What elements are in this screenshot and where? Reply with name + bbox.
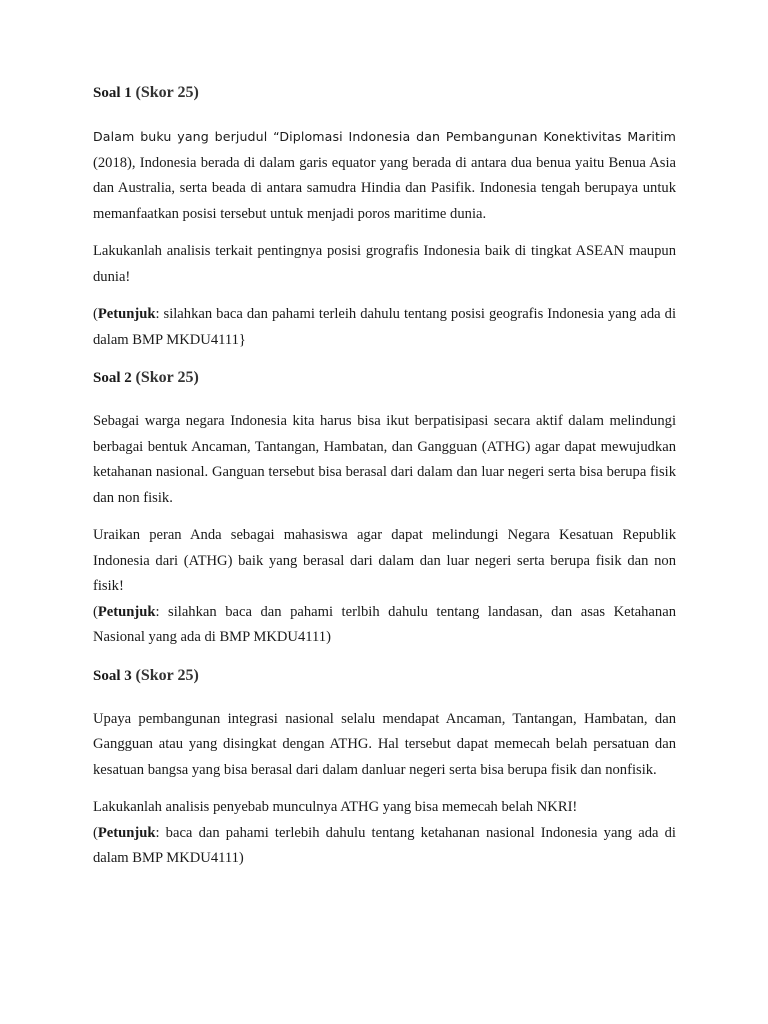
soal-1-heading <box>93 82 676 104</box>
soal-2-score: (Skor 25) <box>135 369 199 386</box>
soal-2-hint <box>93 600 676 651</box>
soal-3-hint-label: Petunjuk <box>97 824 156 841</box>
soal-1-paragraph-2: Lakukanlah analisis terkait pentingnya posisi grografis Indonesia baik di tingkat ASEAN maupun dunia! <box>93 243 676 285</box>
soal-2-paragraph-1: Sebagai warga negara Indonesia kita harus bisa ikut berpatisipasi secara aktif dalam melindungi berbagai bentuk Ancaman, Tantangan, Hambatan, dan Gangguan (ATHG) agar dapat mewujudkan ketahanan nasional. Ganguan tersebut bisa berasal dari dalam dan luar negeri serta bisa berupa fisik dan non fisik. <box>93 413 676 506</box>
soal-2-label: Soal 2 <box>93 370 132 386</box>
soal-3-label: Soal 3 <box>93 667 132 684</box>
soal-1-score: (Skor 25) <box>135 84 199 101</box>
soal-1-hint-label: Petunjuk <box>97 306 156 322</box>
soal-1-hint-open: ( <box>93 306 98 322</box>
soal-1-paragraph-1-rest: (2018), Indonesia berada di dalam garis equator yang berada di antara dua benua yaitu Benua Asia dan Australia, serta beada di antara samudra Hindia dan Pasifik. Indonesia tengah berupaya untuk memanfaatkan posisi tersebut untuk menjadi poros maritime dunia. <box>93 154 676 222</box>
soal-3-hint <box>93 821 676 872</box>
soal-3-paragraph-1: Upaya pembangunan integrasi nasional selalu mendapat Ancaman, Tantangan, Hambatan, dan Gangguan atau yang disingkat dengan ATHG. Hal tersebut dapat memecah belah persatuan dan kesatuan bangsa yang bisa berasal dari dalam danluar negeri serta bisa berupa fisik dan nonfisik. <box>93 710 676 778</box>
document-page <box>93 82 676 872</box>
soal-2-hint-label: Petunjuk <box>97 603 156 620</box>
soal-1-label: Soal 1 <box>93 85 132 101</box>
soal-3-hint-text: : baca dan pahami terlebih dahulu tentang ketahanan nasional Indonesia yang ada di dalam BMP MKDU4111) <box>93 824 676 866</box>
soal-3-hint-open: ( <box>93 824 98 841</box>
soal-1-hint-text: : silahkan baca dan pahami terleih dahulu tentang posisi geografis Indonesia yang ada di dalam BMP MKDU4111} <box>93 306 676 348</box>
soal-3-heading <box>93 665 676 687</box>
soal-1-paragraph-1-lead: Dalam buku yang berjudul “Diplomasi Indonesia dan Pembangunan Konektivitas Maritim <box>93 129 676 144</box>
soal-3-paragraph-2: Lakukanlah analisis penyebab munculnya ATHG yang bisa memecah belah NKRI! <box>93 799 578 815</box>
soal-2-hint-open: ( <box>93 603 98 620</box>
soal-3-score: (Skor 25) <box>135 666 199 684</box>
soal-2-hint-text: : silahkan baca dan pahami terlbih dahulu tentang landasan, dan asas Ketahanan Nasional yang ada di BMP MKDU4111) <box>93 603 676 645</box>
soal-1-paragraph-1 <box>93 124 676 227</box>
soal-2-paragraph-2: Uraikan peran Anda sebagai mahasiswa agar dapat melindungi Negara Kesatuan Republik Indonesia dari (ATHG) baik yang berasal dari dalam dan luar negeri serta berupa fisik dan non fisik! <box>93 527 676 594</box>
soal-1-hint <box>93 302 676 353</box>
soal-2-heading <box>93 367 676 389</box>
